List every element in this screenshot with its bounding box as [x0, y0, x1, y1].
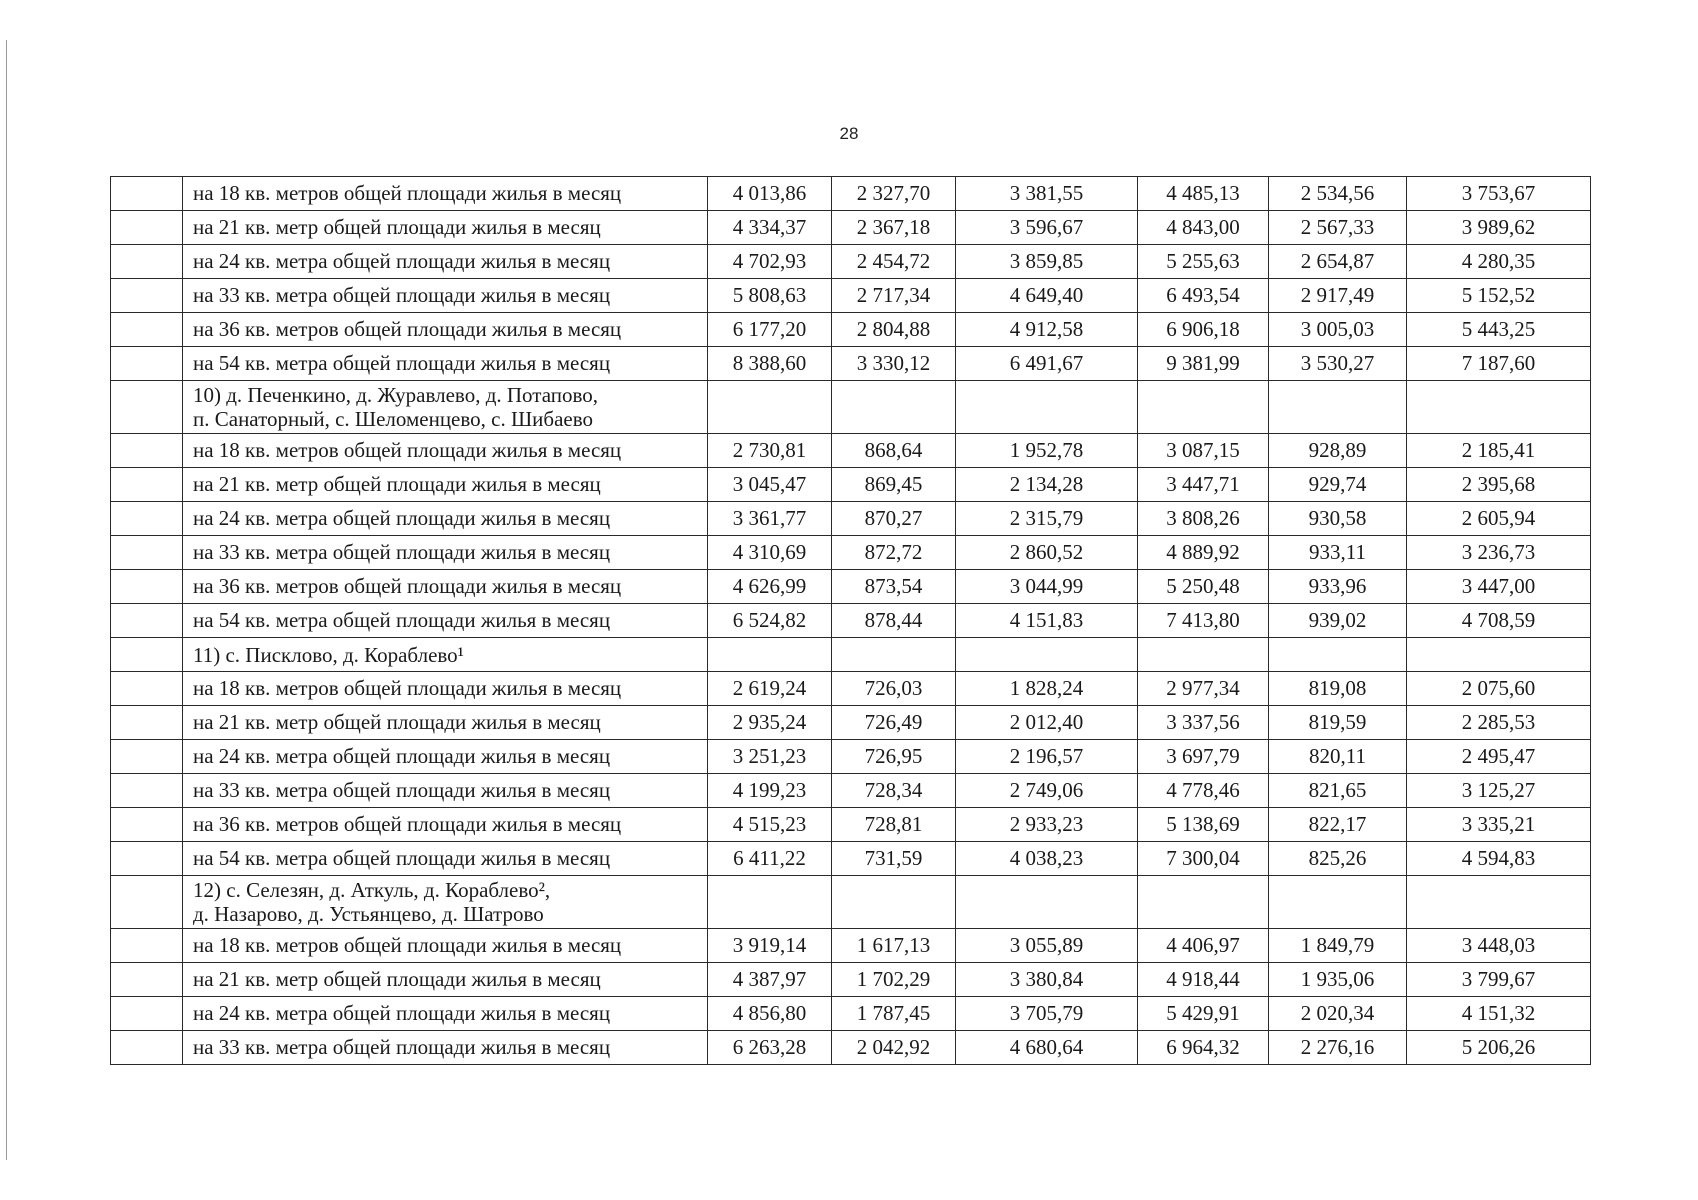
row-index-cell [111, 177, 183, 211]
tariff-value-cell: 3 044,99 [956, 570, 1138, 604]
row-index-cell [111, 502, 183, 536]
table-row [111, 842, 1591, 876]
table-row [111, 502, 1591, 536]
tariff-value-cell: 2 534,56 [1269, 177, 1407, 211]
area-norm-label: на 24 кв. метра общей площади жилья в месяц [183, 502, 708, 536]
row-index-cell [111, 842, 183, 876]
tariff-value-cell: 822,17 [1269, 808, 1407, 842]
empty-cell [708, 638, 832, 672]
empty-cell [956, 381, 1138, 434]
table-row [111, 279, 1591, 313]
tariff-value-cell: 2 977,34 [1138, 672, 1269, 706]
tariff-value-cell: 2 276,16 [1269, 1031, 1407, 1065]
empty-cell [1138, 638, 1269, 672]
page-number: 28 [839, 124, 859, 143]
tariff-value-cell: 6 524,82 [708, 604, 832, 638]
empty-cell [1269, 638, 1407, 672]
row-index-cell [111, 808, 183, 842]
scan-edge-line [6, 40, 7, 1160]
empty-cell [956, 876, 1138, 929]
area-norm-label: на 33 кв. метра общей площади жилья в месяц [183, 536, 708, 570]
empty-cell [1269, 381, 1407, 434]
settlement-group-title [183, 638, 708, 672]
row-index-cell [111, 997, 183, 1031]
tariff-value-cell: 2 933,23 [956, 808, 1138, 842]
area-norm-label: на 18 кв. метров общей площади жилья в месяц [183, 177, 708, 211]
tariff-value-cell: 819,59 [1269, 706, 1407, 740]
row-index-cell [111, 638, 183, 672]
empty-cell [1407, 381, 1591, 434]
tariff-value-cell: 3 989,62 [1407, 211, 1591, 245]
row-index-cell [111, 740, 183, 774]
tariff-value-cell: 4 199,23 [708, 774, 832, 808]
tariff-value-cell: 3 705,79 [956, 997, 1138, 1031]
area-norm-label: на 24 кв. метра общей площади жилья в месяц [183, 997, 708, 1031]
row-index-cell [111, 245, 183, 279]
tariff-value-cell: 872,72 [832, 536, 956, 570]
tariff-value-cell: 3 380,84 [956, 963, 1138, 997]
row-index-cell [111, 706, 183, 740]
tariff-value-cell: 7 413,80 [1138, 604, 1269, 638]
row-index-cell [111, 570, 183, 604]
table-row [111, 245, 1591, 279]
tariff-value-cell: 3 335,21 [1407, 808, 1591, 842]
tariff-value-cell: 2 327,70 [832, 177, 956, 211]
settlement-group-title [183, 381, 708, 434]
empty-cell [832, 638, 956, 672]
tariff-value-cell: 3 859,85 [956, 245, 1138, 279]
tariff-value-cell: 6 177,20 [708, 313, 832, 347]
area-norm-label: на 21 кв. метр общей площади жилья в месяц [183, 706, 708, 740]
tariff-value-cell: 2 730,81 [708, 434, 832, 468]
row-index-cell [111, 672, 183, 706]
tariff-value-cell: 3 125,27 [1407, 774, 1591, 808]
tariff-value-cell: 3 330,12 [832, 347, 956, 381]
row-index-cell [111, 1031, 183, 1065]
tariff-table-body [111, 177, 1591, 1065]
tariff-value-cell: 4 406,97 [1138, 929, 1269, 963]
tariff-value-cell: 2 075,60 [1407, 672, 1591, 706]
area-norm-label: на 21 кв. метр общей площади жилья в месяц [183, 963, 708, 997]
tariff-value-cell: 930,58 [1269, 502, 1407, 536]
tariff-value-cell: 9 381,99 [1138, 347, 1269, 381]
empty-cell [1269, 876, 1407, 929]
tariff-value-cell: 928,89 [1269, 434, 1407, 468]
row-index-cell [111, 468, 183, 502]
tariff-value-cell: 933,11 [1269, 536, 1407, 570]
tariff-value-cell: 3 530,27 [1269, 347, 1407, 381]
tariff-value-cell: 4 387,97 [708, 963, 832, 997]
tariff-value-cell: 3 808,26 [1138, 502, 1269, 536]
row-index-cell [111, 876, 183, 929]
table-row [111, 434, 1591, 468]
tariff-value-cell: 3 919,14 [708, 929, 832, 963]
tariff-value-cell: 933,96 [1269, 570, 1407, 604]
tariff-value-cell: 1 952,78 [956, 434, 1138, 468]
table-row [111, 706, 1591, 740]
row-index-cell [111, 347, 183, 381]
area-norm-label: на 18 кв. метров общей площади жилья в месяц [183, 672, 708, 706]
table-row [111, 211, 1591, 245]
settlement-group-line: д. Назарово, д. Устьянцево, д. Шатрово [193, 902, 544, 926]
table-row [111, 536, 1591, 570]
tariff-value-cell: 6 906,18 [1138, 313, 1269, 347]
tariff-value-cell: 2 749,06 [956, 774, 1138, 808]
tariff-value-cell: 4 626,99 [708, 570, 832, 604]
tariff-value-cell: 5 443,25 [1407, 313, 1591, 347]
area-norm-label: на 24 кв. метра общей площади жилья в месяц [183, 245, 708, 279]
tariff-value-cell: 2 654,87 [1269, 245, 1407, 279]
tariff-value-cell: 873,54 [832, 570, 956, 604]
tariff-value-cell: 3 596,67 [956, 211, 1138, 245]
tariff-value-cell: 4 334,37 [708, 211, 832, 245]
tariff-value-cell: 4 702,93 [708, 245, 832, 279]
tariff-value-cell: 5 255,63 [1138, 245, 1269, 279]
tariff-value-cell: 819,08 [1269, 672, 1407, 706]
settlement-group-line: 10) д. Печенкино, д. Журавлево, д. Потапово, [193, 383, 599, 407]
tariff-value-cell: 6 964,32 [1138, 1031, 1269, 1065]
tariff-value-cell: 820,11 [1269, 740, 1407, 774]
section-row [111, 876, 1591, 929]
tariff-value-cell: 4 843,00 [1138, 211, 1269, 245]
tariff-value-cell: 4 151,32 [1407, 997, 1591, 1031]
tariff-value-cell: 5 429,91 [1138, 997, 1269, 1031]
tariff-value-cell: 1 828,24 [956, 672, 1138, 706]
tariff-value-cell: 825,26 [1269, 842, 1407, 876]
tariff-value-cell: 2 196,57 [956, 740, 1138, 774]
empty-cell [1407, 638, 1591, 672]
settlement-group-line: 12) с. Селезян, д. Аткуль, д. Кораблево², [193, 878, 551, 902]
tariff-value-cell: 5 152,52 [1407, 279, 1591, 313]
tariff-value-cell: 3 447,00 [1407, 570, 1591, 604]
empty-cell [1407, 876, 1591, 929]
tariff-table [110, 176, 1591, 1065]
tariff-value-cell: 728,34 [832, 774, 956, 808]
row-index-cell [111, 774, 183, 808]
section-row [111, 381, 1591, 434]
tariff-value-cell: 4 310,69 [708, 536, 832, 570]
tariff-value-cell: 4 151,83 [956, 604, 1138, 638]
area-norm-label: на 36 кв. метров общей площади жилья в месяц [183, 570, 708, 604]
tariff-value-cell: 728,81 [832, 808, 956, 842]
tariff-value-cell: 2 315,79 [956, 502, 1138, 536]
tariff-value-cell: 5 206,26 [1407, 1031, 1591, 1065]
tariff-value-cell: 3 087,15 [1138, 434, 1269, 468]
tariff-value-cell: 3 337,56 [1138, 706, 1269, 740]
tariff-value-cell: 4 889,92 [1138, 536, 1269, 570]
tariff-value-cell: 3 697,79 [1138, 740, 1269, 774]
tariff-value-cell: 4 680,64 [956, 1031, 1138, 1065]
row-index-cell [111, 381, 183, 434]
tariff-value-cell: 4 856,80 [708, 997, 832, 1031]
tariff-value-cell: 4 649,40 [956, 279, 1138, 313]
tariff-value-cell: 6 411,22 [708, 842, 832, 876]
empty-cell [1138, 876, 1269, 929]
tariff-value-cell: 2 185,41 [1407, 434, 1591, 468]
tariff-value-cell: 4 708,59 [1407, 604, 1591, 638]
tariff-value-cell: 2 285,53 [1407, 706, 1591, 740]
row-index-cell [111, 211, 183, 245]
area-norm-label: на 36 кв. метров общей площади жилья в месяц [183, 808, 708, 842]
tariff-value-cell: 878,44 [832, 604, 956, 638]
tariff-value-cell: 870,27 [832, 502, 956, 536]
tariff-value-cell: 726,95 [832, 740, 956, 774]
tariff-value-cell: 2 012,40 [956, 706, 1138, 740]
area-norm-label: на 33 кв. метра общей площади жилья в месяц [183, 279, 708, 313]
tariff-value-cell: 4 594,83 [1407, 842, 1591, 876]
tariff-value-cell: 868,64 [832, 434, 956, 468]
tariff-value-cell: 3 799,67 [1407, 963, 1591, 997]
table-row [111, 313, 1591, 347]
tariff-value-cell: 2 619,24 [708, 672, 832, 706]
tariff-value-cell: 2 935,24 [708, 706, 832, 740]
table-row [111, 177, 1591, 211]
area-norm-label: на 54 кв. метра общей площади жилья в месяц [183, 347, 708, 381]
tariff-value-cell: 5 808,63 [708, 279, 832, 313]
table-row [111, 1031, 1591, 1065]
tariff-value-cell: 2 567,33 [1269, 211, 1407, 245]
tariff-value-cell: 4 485,13 [1138, 177, 1269, 211]
table-row [111, 774, 1591, 808]
area-norm-label: на 18 кв. метров общей площади жилья в месяц [183, 434, 708, 468]
area-norm-label: на 24 кв. метра общей площади жилья в месяц [183, 740, 708, 774]
tariff-value-cell: 2 860,52 [956, 536, 1138, 570]
tariff-value-cell: 3 236,73 [1407, 536, 1591, 570]
tariff-value-cell: 4 912,58 [956, 313, 1138, 347]
tariff-value-cell: 726,03 [832, 672, 956, 706]
area-norm-label: на 18 кв. метров общей площади жилья в месяц [183, 929, 708, 963]
row-index-cell [111, 963, 183, 997]
area-norm-label: на 54 кв. метра общей площади жилья в месяц [183, 842, 708, 876]
tariff-value-cell: 2 395,68 [1407, 468, 1591, 502]
tariff-value-cell: 3 448,03 [1407, 929, 1591, 963]
tariff-value-cell: 2 020,34 [1269, 997, 1407, 1031]
tariff-value-cell: 4 778,46 [1138, 774, 1269, 808]
section-row [111, 638, 1591, 672]
tariff-value-cell: 2 454,72 [832, 245, 956, 279]
area-norm-label: на 33 кв. метра общей площади жилья в месяц [183, 774, 708, 808]
row-index-cell [111, 434, 183, 468]
area-norm-label: на 36 кв. метров общей площади жилья в месяц [183, 313, 708, 347]
area-norm-label: на 33 кв. метра общей площади жилья в месяц [183, 1031, 708, 1065]
row-index-cell [111, 279, 183, 313]
area-norm-label: на 54 кв. метра общей площади жилья в месяц [183, 604, 708, 638]
tariff-value-cell: 2 917,49 [1269, 279, 1407, 313]
table-row [111, 570, 1591, 604]
tariff-value-cell: 2 495,47 [1407, 740, 1591, 774]
tariff-value-cell: 726,49 [832, 706, 956, 740]
tariff-value-cell: 939,02 [1269, 604, 1407, 638]
tariff-value-cell: 7 187,60 [1407, 347, 1591, 381]
table-row [111, 740, 1591, 774]
empty-cell [708, 876, 832, 929]
table-row [111, 963, 1591, 997]
tariff-value-cell: 7 300,04 [1138, 842, 1269, 876]
tariff-value-cell: 1 787,45 [832, 997, 956, 1031]
empty-cell [1138, 381, 1269, 434]
settlement-group-line: п. Санаторный, с. Шеломенцево, с. Шибаево [193, 407, 593, 431]
tariff-value-cell: 5 250,48 [1138, 570, 1269, 604]
tariff-value-cell: 2 367,18 [832, 211, 956, 245]
table-row [111, 808, 1591, 842]
tariff-value-cell: 6 493,54 [1138, 279, 1269, 313]
tariff-value-cell: 3 045,47 [708, 468, 832, 502]
table-row [111, 604, 1591, 638]
table-row [111, 347, 1591, 381]
tariff-value-cell: 4 013,86 [708, 177, 832, 211]
tariff-value-cell: 1 702,29 [832, 963, 956, 997]
table-row [111, 672, 1591, 706]
tariff-value-cell: 731,59 [832, 842, 956, 876]
tariff-value-cell: 1 935,06 [1269, 963, 1407, 997]
tariff-value-cell: 5 138,69 [1138, 808, 1269, 842]
tariff-value-cell: 3 447,71 [1138, 468, 1269, 502]
tariff-value-cell: 821,65 [1269, 774, 1407, 808]
empty-cell [708, 381, 832, 434]
tariff-value-cell: 2 042,92 [832, 1031, 956, 1065]
empty-cell [832, 876, 956, 929]
tariff-value-cell: 1 617,13 [832, 929, 956, 963]
tariff-value-cell: 1 849,79 [1269, 929, 1407, 963]
tariff-value-cell: 4 515,23 [708, 808, 832, 842]
row-index-cell [111, 929, 183, 963]
tariff-value-cell: 6 263,28 [708, 1031, 832, 1065]
tariff-value-cell: 3 251,23 [708, 740, 832, 774]
tariff-value-cell: 3 753,67 [1407, 177, 1591, 211]
tariff-value-cell: 2 804,88 [832, 313, 956, 347]
empty-cell [832, 381, 956, 434]
tariff-value-cell: 2 605,94 [1407, 502, 1591, 536]
tariff-value-cell: 8 388,60 [708, 347, 832, 381]
settlement-group-title [183, 876, 708, 929]
table-row [111, 997, 1591, 1031]
row-index-cell [111, 536, 183, 570]
row-index-cell [111, 313, 183, 347]
area-norm-label: на 21 кв. метр общей площади жилья в месяц [183, 211, 708, 245]
tariff-value-cell: 3 055,89 [956, 929, 1138, 963]
tariff-value-cell: 4 918,44 [1138, 963, 1269, 997]
tariff-value-cell: 3 381,55 [956, 177, 1138, 211]
empty-cell [956, 638, 1138, 672]
table-row [111, 468, 1591, 502]
tariff-value-cell: 3 361,77 [708, 502, 832, 536]
area-norm-label: на 21 кв. метр общей площади жилья в месяц [183, 468, 708, 502]
tariff-value-cell: 869,45 [832, 468, 956, 502]
settlement-group-line: 11) с. Писклово, д. Кораблево¹ [193, 642, 464, 667]
tariff-value-cell: 929,74 [1269, 468, 1407, 502]
tariff-value-cell: 3 005,03 [1269, 313, 1407, 347]
table-row [111, 929, 1591, 963]
tariff-value-cell: 6 491,67 [956, 347, 1138, 381]
tariff-value-cell: 2 717,34 [832, 279, 956, 313]
tariff-value-cell: 4 280,35 [1407, 245, 1591, 279]
row-index-cell [111, 604, 183, 638]
tariff-value-cell: 4 038,23 [956, 842, 1138, 876]
tariff-value-cell: 2 134,28 [956, 468, 1138, 502]
